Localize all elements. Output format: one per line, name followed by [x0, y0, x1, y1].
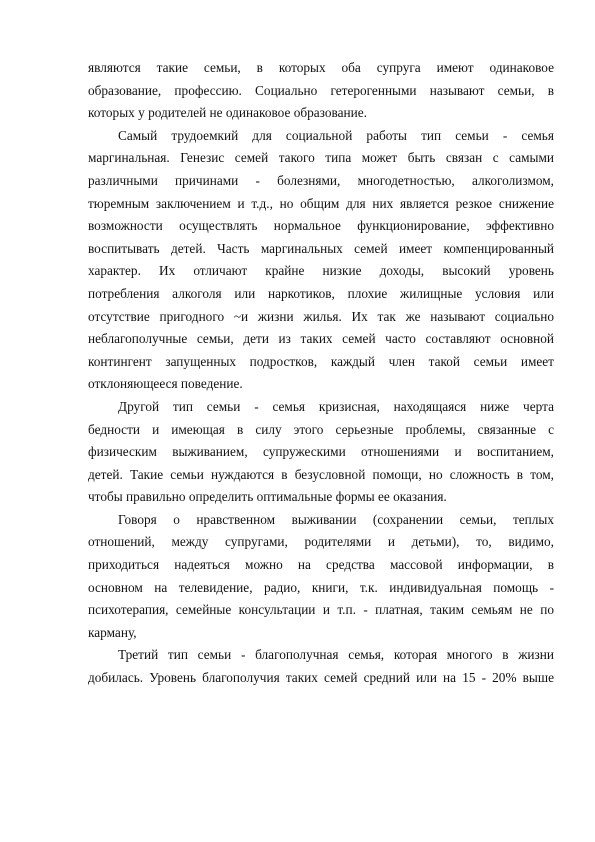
text-line: отклоняющееся поведение.	[88, 376, 243, 392]
text-line: различными причинами - болезнями, многодетностью, алкоголизмом,	[88, 172, 554, 188]
text-line: которых у родителей не одинаковое образование.	[88, 105, 367, 121]
text-line: приходиться надеяться можно на средства массовой информации, в	[88, 557, 554, 573]
text-line: контингент запущенных подростков, каждый член такой семьи имеет	[88, 353, 554, 369]
text-line: тюремным заключением и т.д., но общим для них является резкое снижение	[88, 195, 554, 211]
text-line: потребления алкоголя или наркотиков, плохие жилищные условия или	[88, 285, 554, 301]
text-line: воспитывать детей. Часть маргинальных семей имеет компенцированный	[88, 240, 554, 256]
text-line: являются такие семьи, в которых оба супруга имеют одинаковое	[88, 60, 554, 75]
text-line: отношений, между супругами, родителями и детьми), то, видимо,	[88, 534, 554, 550]
text-line: Самый трудоемкий для социальной работы тип семьи - семья	[118, 127, 554, 143]
text-line: детей. Такие семьи нуждаются в безусловной помощи, но сложность в том,	[88, 466, 554, 482]
text-line: неблагополучные семьи, дети из таких семей часто составляют основной	[88, 331, 554, 347]
text-line: Говоря о нравственном выживании (сохранении семьи, теплых	[118, 511, 554, 527]
text-line: образование, профессию. Социально гетерогенными называют семьи, в	[88, 82, 554, 98]
text-line: возможности осуществлять нормальное функционирование, эффективно	[88, 218, 554, 234]
text-line: характер. Их отличают крайне низкие доходы, высокий уровень	[88, 263, 554, 279]
document-body-text	[88, 57, 554, 690]
text-line: Третий тип семьи - благополучная семья, которая многого в жизни	[118, 647, 554, 663]
text-line: Другой тип семьи - семья кризисная, находящаяся ниже черта	[118, 398, 554, 414]
text-line: отсутствие пригодного ~и жизни жилья. Их так же называют социально	[88, 308, 554, 324]
text-line: чтобы правильно определить оптимальные формы ее оказания.	[88, 489, 447, 505]
text-line: карману,	[88, 624, 137, 640]
text-line: добилась. Уровень благополучия таких семей средний или на 15 - 20% выше	[88, 670, 554, 686]
text-line: бедности и имеющая в силу этого серьезные проблемы, связанные с	[88, 421, 554, 437]
text-line: маргинальная. Генезис семей такого типа может быть связан с самыми	[88, 150, 554, 166]
text-line: психотерапия, семейные консультации и т.п. - платная, таким семьям не по	[88, 602, 554, 618]
text-line: основном на телевидение, радио, книги, т.к. индивидуальная помощь -	[88, 579, 554, 595]
text-line: физическим выживанием, супружескими отношениями и воспитанием,	[88, 444, 554, 460]
